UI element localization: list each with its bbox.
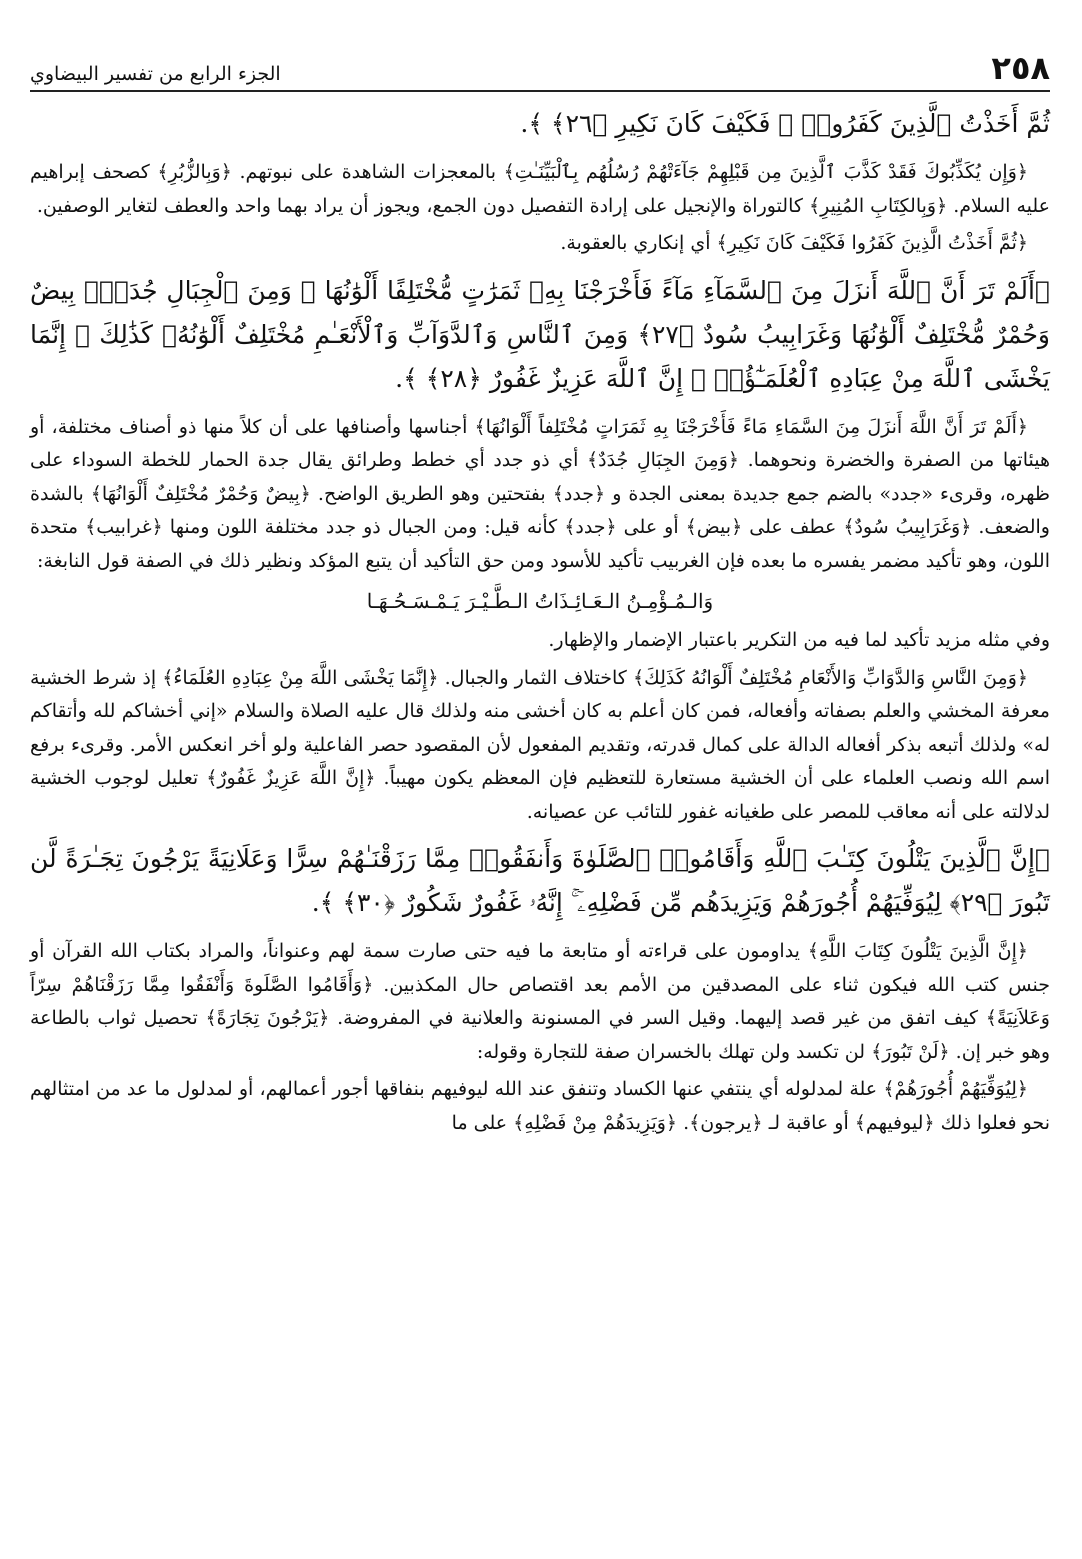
quran-verse: ﴿إِنَّ ٱلَّذِينَ يَتْلُونَ كِتَـٰبَ ٱللَّهِ وَأَقَامُوا۟ ٱلصَّلَوٰةَ وَأَنفَقُوا۟ مِمَّا رَزَقْنَـٰهُمْ سِرًّا وَعَلَانِيَةً يَرْجُونَ تِجَـٰرَةً لَّن تَبُورَ ﴿٢٩﴾ لِيُوَفِّيَهُمْ أُجُورَهُمْ وَيَزِيدَهُم مِّن فَضْلِهِۦٓ ۚ إِنَّهُۥ غَفُورٌ شَكُورٌ ﴿٣٠﴾ ﴾. [30,844,1050,917]
commentary-paragraph: ﴿وَإِن يُكَذِّبُوكَ فَقَدْ كَذَّبَ ٱلَّذِينَ مِن قَبْلِهِمْ جَآءَتْهُمْ رُسُلُهُم بِٱلْبَيِّنَـٰتِ﴾ بالمعجزات الشاهدة على نبوتهم. ﴿وَبِالزُّبُرِ﴾ كصحف إبراهيم عليه السلام. ﴿وَبِالكِتَابِ المُنِيرِ﴾ كالتوراة والإنجيل على إرادة التفصيل دون الجمع، ويجوز أن يراد بهما واحد والعطف لتغاير الوصفين. [30,161,1050,217]
page-number: ٢٥٨ [991,49,1050,87]
commentary-paragraph: ﴿وَمِنَ النَّاسِ وَالدَّوَابِّ وَالأَنْعَامِ مُخْتَلِفٌ أَلْوَانُهُ كَذَلِكَ﴾ كاختلاف الثمار والجبال. ﴿إِنَّمَا يَخْشَى اللَّهَ مِنْ عِبَادِهِ العُلَمَاءُ﴾ إذ شرط الخشية معرفة المخشي والعلم بصفاته وأفعاله، فمن كان أعلم به كان أخشى منه ولذلك قال عليه الصلاة والسلام «إني أخشاكم لله وأتقاكم له» ولذلك أتبعه بذكر أفعاله الدالة على كمال قدرته، وتقديم المفعول لأن المقصود حصر الفاعلية ولو أخر انعكس الأمر. وقرىء برفع اسم الله ونصب العلماء على أن الخشية مستعارة للتعظيم فإن المعظم يكون مهيباً. ﴿إِنَّ اللَّهَ عَزِيزٌ غَفُورٌ﴾ تعليل لوجوب الخشية لدلالته على أنه معاقب للمصر على طغيانه غفور للتائب عن عصيانه. [30,666,1050,823]
page-header [30,40,1050,92]
commentary-paragraph: وفي مثله مزيد تأكيد لما فيه من التكرير باعتبار الإضمار والإظهار. [548,629,1050,651]
poetry-verse: وَالـمُـؤْمِـنُ الـعَـائِـذَاتُ الـطَّـيْـرَ يَـمْـسَـحُـهَـا [366,589,714,613]
commentary-paragraph: ﴿ثُمَّ أَخَذْتُ الَّذِينَ كَفَرُوا فَكَيْفَ كَانَ نَكِيرِ﴾ أي إنكاري بالعقوبة. [560,232,1028,254]
page-body [30,102,1050,1140]
commentary-paragraph: ﴿أَلَمْ تَرَ أَنَّ اللَّهَ أَنزَلَ مِنَ السَّمَاءِ مَاءً فَأَخْرَجْنَا بِهِ ثَمَرَاتٍ مُخْتَلِفاً أَلْوَانُهَا﴾ أجناسها وأصنافها على أن كلاً منها ذو أصناف مختلفة، أو هيئاتها من الصفرة والخضرة ونحوهما. ﴿وَمِنَ الجِبَالِ جُدَدٌ﴾ أي ذو جدد أي خطط وطرائق يقال جدة الحمار للخطة السوداء على ظهره، وقرىء «جدد» بالضم جمع جديدة بمعنى الجدة و ﴿جدد﴾ بفتحتين وهو الطريق الواضح. ﴿بِيضٌ وَحُمْرٌ مُخْتَلِفٌ أَلْوَانُهَا﴾ بالشدة والضعف. ﴿وَغَرَابِيبُ سُودٌ﴾ عطف على ﴿بيض﴾ أو على ﴿جدد﴾ كأنه قيل: ومن الجبال ذو جدد مختلفة اللون ومنها ﴿غرابيب﴾ متحدة اللون، وهو تأكيد مضمر يفسره ما بعده فإن الغربيب تأكيد للأسود ومن حق التأكيد أن يتبع المؤكد ونظير ذلك في الصفة قول النابغة: [30,415,1050,572]
quran-verse: ثُمَّ أَخَذْتُ ٱلَّذِينَ كَفَرُوا۟ ۖ فَكَيْفَ كَانَ نَكِيرِ ﴿٢٦﴾ ﴾. [520,109,1050,138]
quran-verse: ﴿أَلَمْ تَرَ أَنَّ ٱللَّهَ أَنزَلَ مِنَ ٱلسَّمَآءِ مَآءً فَأَخْرَجْنَا بِهِۦ ثَمَرَٰتٍ مُّخْتَلِفًا أَلْوَٰنُهَا ۚ وَمِنَ ٱلْجِبَالِ جُدَدٌۢ بِيضٌ وَحُمْرٌ مُّخْتَلِفٌ أَلْوَٰنُهَا وَغَرَابِيبُ سُودٌ ﴿٢٧﴾ وَمِنَ ٱلنَّاسِ وَٱلدَّوَآبِّ وَٱلْأَنْعَـٰمِ مُخْتَلِفٌ أَلْوَٰنُهُۥ كَذَٰلِكَ ۗ إِنَّمَا يَخْشَى ٱللَّهَ مِنْ عِبَادِهِ ٱلْعُلَمَـٰٓؤُا۟ ۗ إِنَّ ٱللَّهَ عَزِيزٌ غَفُورٌ ﴿٢٨﴾ ﴾. [30,275,1050,393]
running-title: الجزء الرابع من تفسير البيضاوي [30,63,281,85]
commentary-paragraph: ﴿إِنَّ الَّذِينَ يَتْلُونَ كِتَابَ اللَّهِ﴾ يداومون على قراءته أو متابعة ما فيه حتى صارت سمة لهم وعنواناً، والمراد بكتاب الله القرآن أو جنس كتب الله فيكون ثناء على المصدقين من الأمم بعد اقتصاص حال المكذبين. ﴿وَأَقَامُوا الصَّلَوةَ وَأَنْفَقُوا مِمَّا رَزَقْنَاهُمْ سِرّاً وَعَلاَنِيَةً﴾ كيف اتفق من غير قصد إليهما. وقيل السر في المسنونة والعلانية في المفروضة. ﴿يَرْجُونَ تِجَارَةً﴾ تحصيل ثواب بالطاعة وهو خبر إن. ﴿لَنْ تَبُورَ﴾ لن تكسد ولن تهلك بالخسران صفة للتجارة وقوله: [30,940,1050,1063]
commentary-paragraph: ﴿لِيُوَفِّيَهُمْ أُجُورَهُمْ﴾ علة لمدلوله أي ينتفي عنها الكساد وتنفق عند الله ليوفيهم بنفاقها أجور أعمالهم، أو لمدلول ما عد من امتثالهم نحو فعلوا ذلك ﴿ليوفيهم﴾ أو عاقبة لـ ﴿يرجون﴾. ﴿وَيَزِيدَهُمْ مِنْ فَضْلِهِ﴾ على ما [30,1078,1050,1134]
book-page [30,40,1050,1540]
